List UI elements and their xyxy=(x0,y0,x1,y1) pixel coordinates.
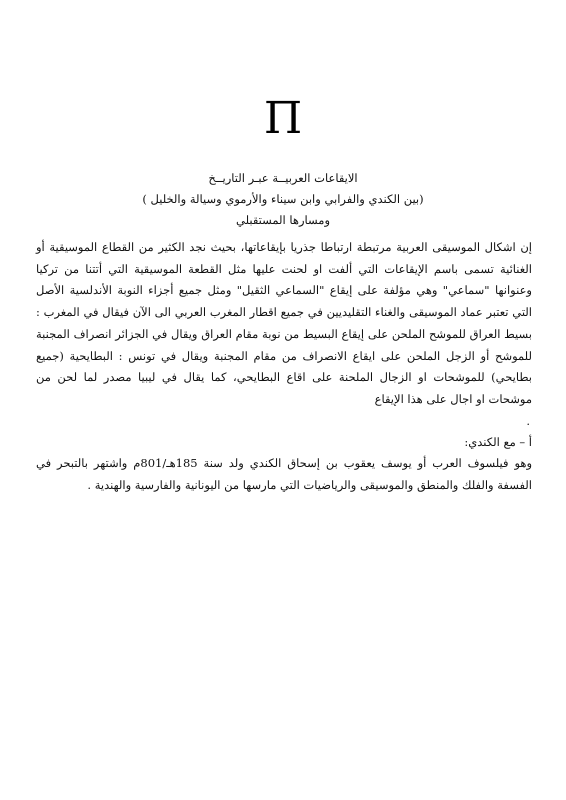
intro-paragraph: إن اشكال الموسيقى العربية مرتبطة ارتباطا جذريا بإيقاعاتها، بحيث نجد الكثير من القطاع الموسيقية أو الغنائية تسمى باسم الإيقاعات التي ألفت او لحنت عليها مثل القطعة الموسيقية التي أتتنا من تركيا وعنوانها "سماعي" وهي مؤلفة على إيقاع "السماعي الثقيل" ومثل جميع أجزاء النوبة الأندلسية الأصل التي تعتبر عماد الموسيقى والغناء التقليديين في جميع اقطار المغرب العربي الى الآن فيقال في المغرب : بسيط العراق للموشح الملحن على إيقاع البسيط من نوبة مقام العراق ويقال في الجزائر انصراف المجنبة للموشح أو الزجل الملحن على ايقاع الانصراف من مقام المجنبة ويقال في تونس : البطايحية (جميع بطايحي) للموشحات او الزجال الملحنة على اقاع البطايحي، كما يقال في ليبيا مصدر لما لحن من موشحات او اجال على هذا الإيقاع xyxy=(36,240,532,406)
body-text xyxy=(36,237,532,497)
paragraph-end-mark: . xyxy=(526,413,530,428)
section-paragraph: وهو فيلسوف العرب أو يوسف يعقوب بن إسحاق الكندي ولد سنة 185هـ/801م واشتهر بالتبحر في الفسفة والفلك والمنطق والموسيقى والرياضيات التي مارسها من اليونانية والفارسية والهندية . xyxy=(36,456,533,493)
title-line-2: (بين الكندي والفرابي وابن سيناء والأرموي وسيالة والخليل ) xyxy=(142,192,424,206)
title-line-1: الايقاعات العربيــة عبـر التاريــخ xyxy=(208,171,358,185)
title-line-3: ومسارها المستقبلي xyxy=(235,213,330,227)
pi-symbol: Π xyxy=(263,93,303,144)
title-block xyxy=(40,168,526,231)
section-heading: أ – مع الكندي: xyxy=(464,434,532,449)
